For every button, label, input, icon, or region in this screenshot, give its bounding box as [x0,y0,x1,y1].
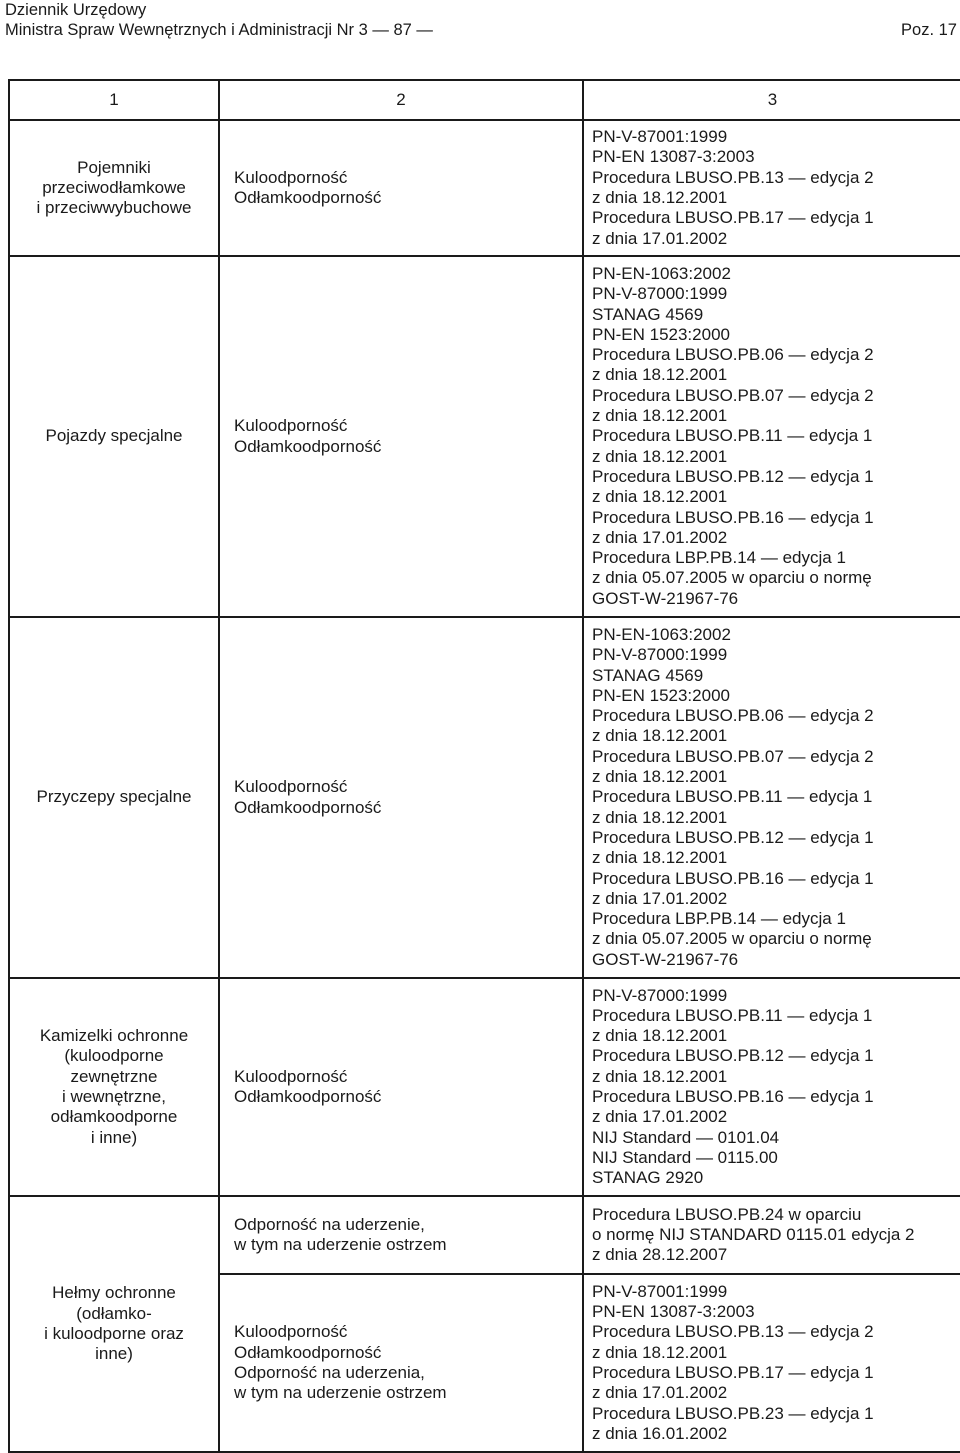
text-line: NIJ Standard — 0101.04 [592,1127,780,1147]
text-line: Procedura LBUSO.PB.16 — edycja 1 [592,868,874,888]
text-line: Procedura LBUSO.PB.06 — edycja 2 [592,706,874,726]
text-line: i inne) [90,1127,138,1147]
text-line: Procedura LBUSO.PB.17 — edycja 1 [592,1363,874,1382]
text-line: Procedura LBUSO.PB.23 — edycja 1 [592,1403,874,1423]
text-line: Kuloodporność [234,777,348,797]
text-line: Przyczepy specjalne [36,787,192,807]
text-line: Hełmy ochronne [52,1283,176,1303]
page-header [5,0,957,40]
text-line: Procedura LBP.PB.14 — edycja 1 [592,548,846,568]
text-line: z dnia 18.12.2001 [592,1026,728,1046]
column-header-row [9,80,960,120]
text-line: z dnia 28.12.2007 [592,1245,728,1265]
text-line: Procedura LBUSO.PB.12 — edycja 1 [592,466,874,486]
text-line: STANAG 4569 [592,665,704,685]
text-line: Kuloodporność [234,1066,348,1086]
text-line: z dnia 18.12.2001 [592,807,728,827]
text-line: GOST-W-21967-76 [592,588,739,608]
text-line: PN-EN 1523:2000 [592,685,730,705]
text-line: Procedura LBP.PB.14 — edycja 1 [592,909,846,929]
journal-title: Dziennik Urzędowy [5,1,147,19]
text-line: PN-EN-1063:2002 [592,624,731,644]
text-line: z dnia 17.01.2002 [592,228,728,248]
position-number: Poz. 17 [901,21,957,39]
property-cell [220,1067,582,1108]
property-cell [220,168,582,209]
text-line: z dnia 18.12.2001 [592,726,728,746]
text-line: PN-EN-1063:2002 [592,263,731,283]
text-line: i wewnętrzne, [62,1087,166,1106]
text-line: STANAG 4569 [592,304,704,324]
product-cell [10,426,218,446]
text-line: PN-V-87000:1999 [592,284,728,304]
text-line: odłamkoodporne [50,1107,178,1127]
text-line: Odłamkoodporność [234,1342,382,1362]
text-line: z dnia 17.01.2002 [592,1107,728,1127]
text-line: z dnia 17.01.2002 [592,888,728,908]
text-line: PN-EN 13087-3:2003 [592,147,755,167]
table-row [9,256,960,617]
standards-cell [584,1276,960,1450]
journal-subtitle: Ministra Spraw Wewnętrznych i Administracji Nr 3 — 87 — [5,21,433,39]
text-line: Procedura LBUSO.PB.11 — edycja 1 [592,787,873,807]
property-cell [220,416,582,457]
text-line: Procedura LBUSO.PB.16 — edycja 1 [592,1087,874,1106]
text-line: PN-V-87000:1999 [592,985,728,1005]
text-line: o normę NIJ STANDARD 0115.01 edycja 2 [592,1224,915,1244]
product-cell [10,158,218,219]
text-line: (odłamko- [76,1303,152,1323]
text-line: Procedura LBUSO.PB.12 — edycja 1 [592,1046,874,1066]
text-line: i kuloodporne oraz [44,1324,184,1343]
property-cell [220,1215,582,1256]
text-line: z dnia 18.12.2001 [592,767,728,787]
text-line: Odłamkoodporność [234,436,382,456]
text-line: Procedura LBUSO.PB.06 — edycja 2 [592,345,874,365]
text-line: w tym na uderzenie ostrzem [234,1383,447,1403]
text-line: NIJ Standard — 0115.00 [592,1147,778,1167]
text-line: PN-V-87001:1999 [592,127,728,147]
standards-cell [584,980,960,1195]
standards-cell [584,258,960,615]
text-line: z dnia 18.12.2001 [592,487,728,507]
text-line: inne) [95,1344,133,1364]
text-line: Pojemniki [77,157,151,177]
column-header-1: 1 [9,80,219,120]
text-line: Procedura LBUSO.PB.13 — edycja 2 [592,1322,874,1342]
standards-cell [584,1199,960,1272]
text-line: Kamizelki ochronne [39,1026,189,1046]
text-line: Odporność na uderzenie, [234,1214,425,1234]
text-line: przeciwodłamkowe [42,177,186,197]
standards-table [8,79,960,1453]
text-line: z dnia 17.01.2002 [592,527,728,547]
text-line: Odłamkoodporność [234,1087,382,1106]
table-row [9,978,960,1196]
text-line: z dnia 18.12.2001 [592,365,728,385]
standards-cell [584,121,960,255]
text-line: Procedura LBUSO.PB.11 — edycja 1 [592,1005,873,1025]
column-header-3: 3 [583,80,960,120]
text-line: i przeciwwybuchowe [36,198,192,218]
text-line: Procedura LBUSO.PB.11 — edycja 1 [592,426,873,446]
column-header-2: 2 [219,80,583,120]
text-line: Procedura LBUSO.PB.16 — edycja 1 [592,507,874,527]
text-line: Procedura LBUSO.PB.07 — edycja 2 [592,746,874,766]
text-line: z dnia 18.12.2001 [592,1066,728,1086]
product-cell [10,1283,218,1364]
text-line: Odłamkoodporność [234,188,382,207]
text-line: Odłamkoodporność [234,797,382,817]
text-line: z dnia 05.07.2005 w oparciu o normę [592,568,872,588]
text-line: Procedura LBUSO.PB.17 — edycja 1 [592,208,874,228]
standards-cell [584,619,960,976]
text-line: z dnia 17.01.2002 [592,1383,728,1403]
text-line: Procedura LBUSO.PB.12 — edycja 1 [592,827,874,847]
text-line: w tym na uderzenie ostrzem [234,1235,447,1254]
product-cell [10,787,218,807]
table-row [9,120,960,256]
text-line: (kuloodporne [64,1046,164,1066]
text-line: Procedura LBUSO.PB.07 — edycja 2 [592,385,874,405]
text-line: PN-EN 13087-3:2003 [592,1302,755,1322]
text-line: z dnia 18.12.2001 [592,848,728,868]
text-line: zewnętrzne [70,1066,158,1086]
text-line: z dnia 16.01.2002 [592,1423,728,1443]
property-cell [220,1322,582,1403]
text-line: PN-EN 1523:2000 [592,324,730,344]
text-line: GOST-W-21967-76 [592,949,739,969]
text-line: PN-V-87001:1999 [592,1281,728,1301]
text-line: Procedura LBUSO.PB.24 w oparciu [592,1204,862,1224]
table-row [9,1196,960,1274]
text-line: Pojazdy specjalne [45,426,183,446]
text-line: z dnia 18.12.2001 [592,188,728,207]
text-line: z dnia 18.12.2001 [592,1342,728,1362]
text-line: z dnia 18.12.2001 [592,406,728,426]
text-line: STANAG 2920 [592,1168,704,1188]
text-line: PN-V-87000:1999 [592,645,728,665]
text-line: Procedura LBUSO.PB.13 — edycja 2 [592,167,874,187]
text-line: Kuloodporność [234,167,348,187]
property-cell [220,777,582,818]
product-cell [10,1026,218,1148]
table-row [9,617,960,978]
text-line: Kuloodporność [234,1322,348,1342]
text-line: z dnia 18.12.2001 [592,446,728,466]
text-line: z dnia 05.07.2005 w oparciu o normę [592,929,872,949]
text-line: Kuloodporność [234,416,348,436]
text-line: Odporność na uderzenia, [234,1363,425,1382]
